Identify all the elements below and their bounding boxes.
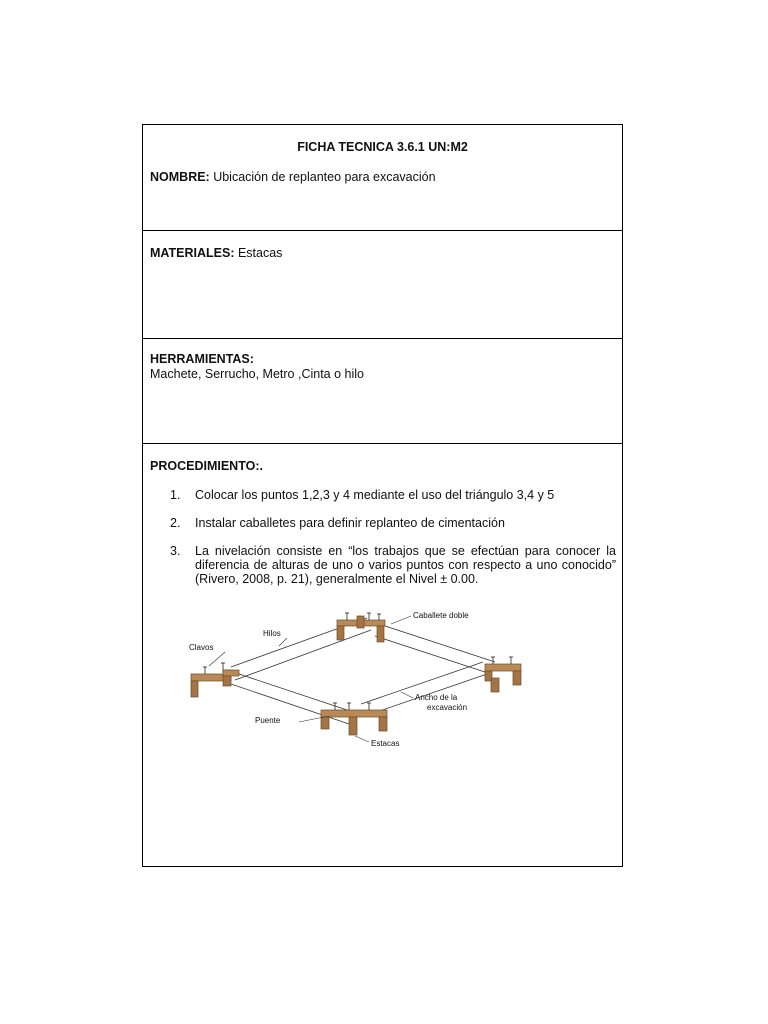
technical-sheet: [142, 124, 623, 867]
procedimiento-label: PROCEDIMIENTO:.: [150, 459, 263, 473]
batter-board-right: [485, 664, 521, 692]
label-ancho-1: Ancho de la: [415, 693, 458, 702]
stakeout-diagram: [179, 612, 539, 752]
label-caballete-doble: Caballete doble: [413, 612, 469, 620]
label-estacas: Estacas: [371, 739, 400, 748]
step-item: [170, 516, 616, 530]
sheet-title: FICHA TECNICA 3.6.1 UN:M2: [297, 140, 468, 154]
step-number: 2.: [170, 516, 181, 530]
procedure-steps: [170, 488, 616, 600]
materiales-label: MATERIALES:: [150, 246, 235, 260]
step-item: [170, 544, 616, 586]
label-ancho-2: excavación: [427, 703, 468, 712]
batter-board-left: [191, 670, 239, 697]
procedimiento-section: [143, 444, 622, 866]
label-puente: Puente: [255, 716, 281, 725]
label-hilos: Hilos: [263, 629, 281, 638]
step-text: Colocar los puntos 1,2,3 y 4 mediante el uso del triángulo 3,4 y 5: [195, 488, 555, 502]
herramientas-label: HERRAMIENTAS:: [150, 352, 254, 366]
herramientas-value: Machete, Serrucho, Metro ,Cinta o hilo: [150, 367, 364, 381]
step-number: 3.: [170, 544, 181, 558]
materiales-field: [150, 246, 282, 260]
materiales-section: [143, 231, 622, 339]
nombre-field: [150, 170, 436, 184]
step-text: La nivelación consiste en “los trabajos que se efectúan para conocer la diferencia de alturas de uno o varios puntos con respecto a uno conocido” (Rivero, 2008, p. 21), generalmente el Nivel ± 0.00.: [195, 544, 616, 586]
label-clavos: Clavos: [189, 643, 214, 652]
step-text: Instalar caballetes para definir replanteo de cimentación: [195, 516, 505, 530]
step-number: 1.: [170, 488, 181, 502]
batter-board-bottom: [321, 710, 387, 735]
materiales-value: Estacas: [234, 246, 283, 260]
batter-board-top: [337, 616, 385, 642]
nombre-label: NOMBRE:: [150, 170, 210, 184]
nombre-value: Ubicación de replanteo para excavación: [209, 170, 436, 184]
step-item: [170, 488, 616, 502]
herramientas-section: [143, 339, 622, 444]
header-section: [143, 125, 622, 231]
